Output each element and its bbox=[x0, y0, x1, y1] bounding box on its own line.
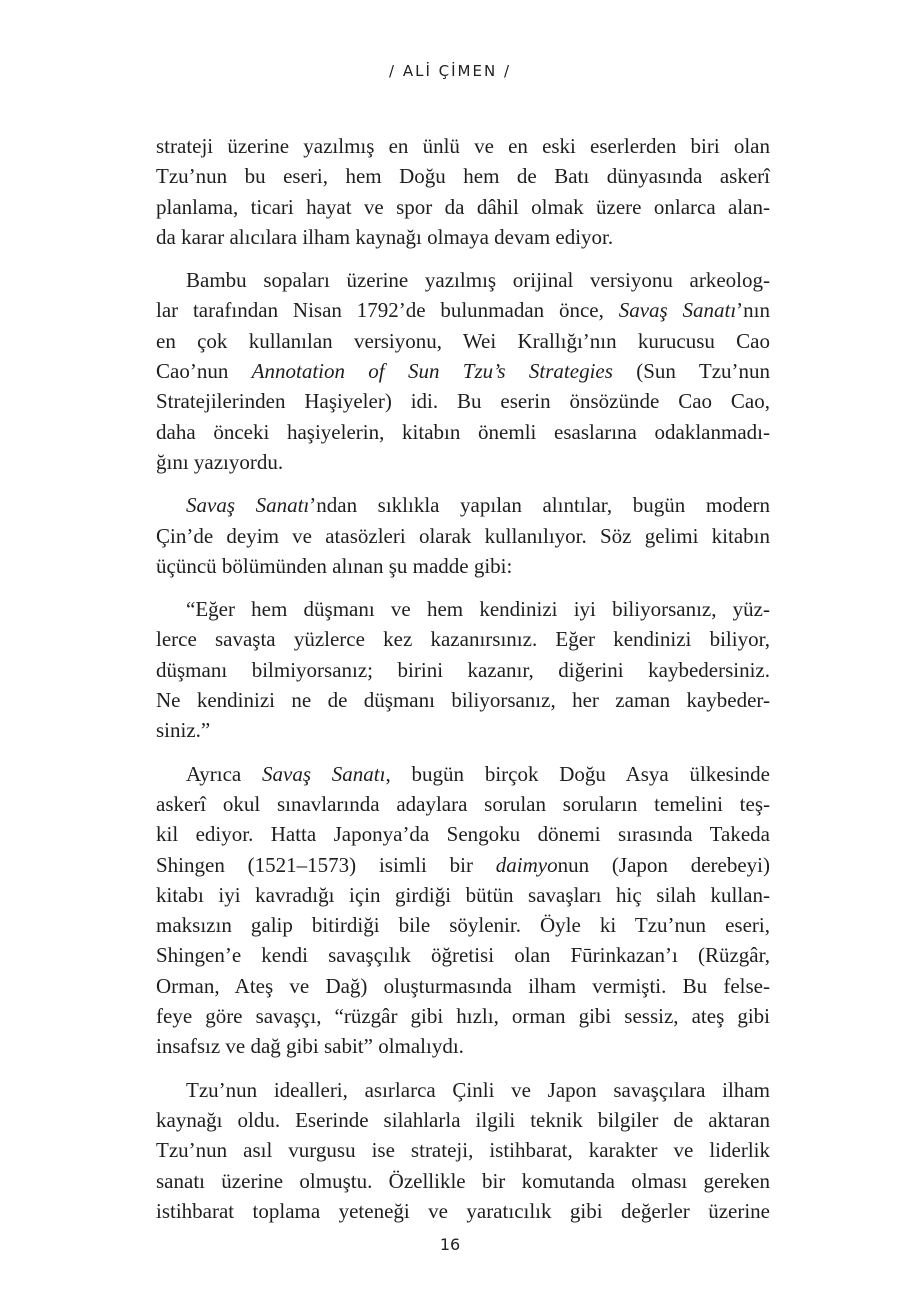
text-line bbox=[156, 161, 770, 191]
text-line bbox=[156, 447, 770, 477]
text-line bbox=[156, 759, 770, 789]
text-line bbox=[156, 655, 770, 685]
paragraph bbox=[156, 131, 770, 252]
text-segment: ğını yazıyordu. bbox=[156, 449, 284, 474]
text-segment: ’nın bbox=[736, 298, 770, 323]
text-line bbox=[156, 222, 770, 252]
text-segment: Cao’nun bbox=[156, 359, 252, 384]
text-line bbox=[156, 624, 770, 654]
text-line bbox=[156, 521, 770, 551]
italic-text: Savaş Sanatı bbox=[262, 761, 386, 786]
text-line bbox=[156, 1135, 770, 1165]
text-line bbox=[156, 265, 770, 295]
text-segment: Çin’de deyim ve atasözleri olarak kullanılıyor. Söz gelimi kitabın bbox=[156, 523, 770, 548]
text-line bbox=[156, 880, 770, 910]
text-segment: Shingen (1521–1573) isimli bir bbox=[156, 852, 496, 877]
text-segment: Tzu’nun asıl vurgusu ise strateji, istihbarat, karakter ve liderlik bbox=[156, 1138, 770, 1163]
text-segment: üçüncü bölümünden alınan şu madde gibi: bbox=[156, 553, 513, 578]
text-segment: kitabı iyi kavradığı için girdiği bütün savaşları hiç silah kullan- bbox=[156, 882, 770, 907]
italic-text: Savaş Sanatı bbox=[186, 493, 310, 518]
text-line bbox=[156, 192, 770, 222]
text-segment: , bugün birçok Doğu Asya ülkesinde bbox=[385, 761, 771, 786]
text-segment: lar tarafından Nisan 1792’de bulunmadan önce, bbox=[156, 298, 619, 323]
paragraph bbox=[156, 594, 770, 745]
text-line bbox=[156, 326, 770, 356]
paragraph bbox=[156, 759, 770, 1062]
text-line bbox=[156, 685, 770, 715]
paragraph bbox=[156, 490, 770, 581]
text-line bbox=[156, 940, 770, 970]
text-segment: sanatı üzerine olmuştu. Özellikle bir komutanda olması gereken bbox=[156, 1168, 770, 1193]
text-line bbox=[156, 594, 770, 624]
text-line bbox=[156, 1031, 770, 1061]
italic-text: Savaş Sanatı bbox=[618, 298, 737, 323]
text-segment: siniz.” bbox=[156, 718, 211, 743]
text-line bbox=[156, 850, 770, 880]
text-segment: Shingen’e kendi savaşçılık öğretisi olan Fūrinkazan’ı (Rüzgâr, bbox=[156, 943, 770, 968]
text-segment: ’ndan sıklıkla yapılan alıntılar, bugün modern bbox=[309, 493, 770, 518]
text-segment: da karar alıcılara ilham kaynağı olmaya devam ediyor. bbox=[156, 224, 614, 249]
text-line bbox=[156, 1001, 770, 1031]
paragraph bbox=[156, 1075, 770, 1226]
text-line bbox=[156, 386, 770, 416]
text-segment: Tzu’nun bu eseri, hem Doğu hem de Batı dünyasında askerî bbox=[156, 164, 770, 189]
body-text bbox=[156, 131, 770, 1226]
text-line bbox=[156, 715, 770, 745]
text-line bbox=[156, 131, 770, 161]
page-number: 16 bbox=[439, 1235, 461, 1254]
text-segment: en çok kullanılan versiyonu, Wei Krallığı’nın kurucusu Cao bbox=[156, 328, 770, 353]
text-segment: Tzu’nun idealleri, asırlarca Çinli ve Japon savaşçılara ilham bbox=[186, 1077, 770, 1102]
text-line bbox=[156, 819, 770, 849]
text-segment: nun (Japon derebeyi) bbox=[557, 852, 770, 877]
text-line bbox=[156, 1075, 770, 1105]
text-segment: Ayrıca bbox=[186, 761, 263, 786]
text-line bbox=[156, 417, 770, 447]
italic-text: daimyo bbox=[495, 852, 558, 877]
italic-text: Annotation of Sun Tzu’s Strategies bbox=[251, 359, 613, 384]
text-segment: Bambu sopaları üzerine yazılmış orijinal versiyonu arkeolog- bbox=[186, 268, 770, 293]
text-segment: lerce savaşta yüzlerce kez kazanırsınız. Eğer kendinizi biliyor, bbox=[156, 627, 770, 652]
text-line bbox=[156, 789, 770, 819]
text-line bbox=[156, 910, 770, 940]
text-segment: Ne kendinizi ne de düşmanı biliyorsanız, her zaman kaybeder- bbox=[156, 688, 770, 713]
text-segment: Stratejilerinden Haşiyeler) idi. Bu eserin önsözünde Cao Cao, bbox=[156, 389, 770, 414]
text-segment: istihbarat toplama yeteneği ve yaratıcılık gibi değerler üzerine bbox=[156, 1198, 770, 1223]
text-segment: planlama, ticari hayat ve spor da dâhil olmak üzere onlarca alan- bbox=[156, 194, 770, 219]
text-line bbox=[156, 295, 770, 325]
text-line bbox=[156, 1166, 770, 1196]
text-segment: (Sun Tzu’nun bbox=[612, 359, 771, 384]
text-line bbox=[156, 1105, 770, 1135]
text-line bbox=[156, 971, 770, 1001]
text-line bbox=[156, 551, 770, 581]
text-segment: kil ediyor. Hatta Japonya’da Sengoku dönemi sırasında Takeda bbox=[156, 822, 770, 847]
text-line bbox=[156, 356, 770, 386]
text-segment: kaynağı oldu. Eserinde silahlarla ilgili teknik bilgiler de aktaran bbox=[156, 1107, 770, 1132]
text-segment: “Eğer hem düşmanı ve hem kendinizi iyi biliyorsanız, yüz- bbox=[186, 597, 770, 622]
text-line bbox=[156, 490, 770, 520]
text-line bbox=[156, 1196, 770, 1226]
text-segment: askerî okul sınavlarında adaylara sorulan soruların temelini teş- bbox=[156, 791, 770, 816]
running-header: / ALİ ÇİMEN / bbox=[389, 62, 511, 80]
text-segment: düşmanı bilmiyorsanız; birini kazanır, diğerini kaybedersiniz. bbox=[156, 657, 770, 682]
text-segment: maksızın galip bitirdiği bile söylenir. Öyle ki Tzu’nun eseri, bbox=[156, 913, 770, 938]
text-segment: insafsız ve dağ gibi sabit” olmalıydı. bbox=[156, 1034, 464, 1059]
paragraph bbox=[156, 265, 770, 477]
text-segment: daha önceki haşiyelerin, kitabın önemli esaslarına odaklanmadı- bbox=[156, 419, 770, 444]
text-segment: Orman, Ateş ve Dağ) oluşturmasında ilham vermişti. Bu felse- bbox=[156, 973, 770, 998]
text-segment: strateji üzerine yazılmış en ünlü ve en eski eserlerden biri olan bbox=[156, 134, 770, 158]
text-segment: feye göre savaşçı, “rüzgâr gibi hızlı, orman gibi sessiz, ateş gibi bbox=[156, 1004, 770, 1029]
